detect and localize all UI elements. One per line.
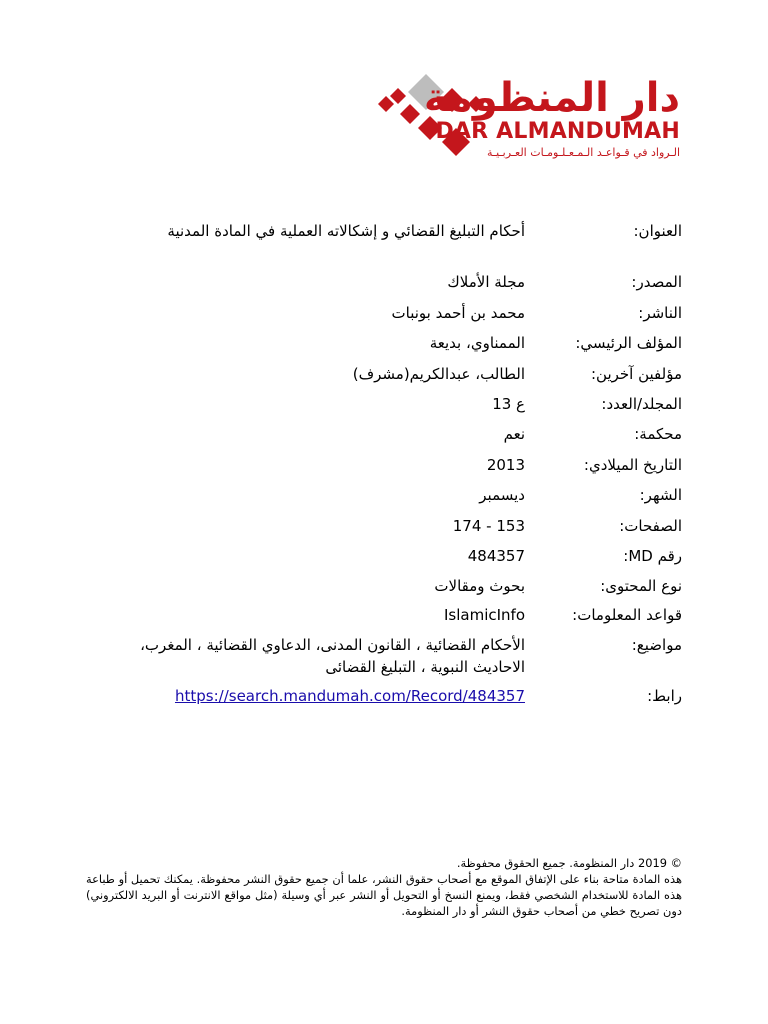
field-label: المؤلف الرئيسي: [575,334,682,352]
field-label: نوع المحتوى: [600,577,682,595]
field-value: 2013 [486,456,525,474]
field-value: محمد بن أحمد بونبات [391,304,525,322]
brand-name-arabic: دار المنظومة [423,75,680,121]
field-label: الشهر: [639,486,682,504]
field-label: الصفحات: [619,517,682,535]
field-label: المجلد/العدد: [601,395,682,413]
field-value: مجلة الأملاك [447,273,525,291]
field-label: محكمة: [634,425,682,443]
copyright-footer [86,855,682,919]
field-label: رابط: [647,687,682,705]
brand-tagline: الـرواد في قـواعـد الـمـعـلـومـات العـربـيـة [487,146,680,159]
field-value: 153 - 174 [452,517,525,535]
field-value: الطالب، عبدالكريم(مشرف) [352,365,525,383]
field-value: 484357 [467,547,525,565]
field-label: مؤلفين آخرين: [590,365,682,383]
field-value: الممناوي، بديعة [429,334,525,352]
field-value: الأحكام القضائية ، القانون المدنى، الدعاوي القضائية ، المغرب، الاحاديث النبوية ، التبليغ القضائى [140,636,525,676]
copyright-line: © 2019 دار المنظومة. جميع الحقوق محفوظة. [456,856,682,870]
field-value: نعم [503,425,525,443]
brand-name-english: DAR ALMANDUMAH [435,119,680,144]
field-label: التاريخ الميلادي: [583,456,682,474]
field-value: ع 13 [492,395,525,413]
copyright-notice: هذه المادة متاحة بناء على الإتفاق الموقع مع أصحاب حقوق النشر، علما أن جميع حقوق النشر محفوظة. يمكنك تحميل أو طباعة هذه المادة للاستخدام الشخصي فقط، ويمنع النسخ أو التحويل أو النشر عبر أي وسيلة (مثل مواقع الانترنت أو البريد الالكتروني) دون تصريح خطي من أصحاب حقوق النشر أو دار المنظومة. [86,872,682,918]
field-label: رقم MD: [623,547,682,565]
record-link[interactable]: https://search.mandumah.com/Record/484357 [174,687,525,705]
field-label: المصدر: [631,273,682,291]
field-value: IslamicInfo [443,606,525,624]
field-value [140,685,525,707]
field-value: بحوث ومقالات [434,577,525,595]
field-label: مواضيع: [631,636,682,654]
field-label: قواعد المعلومات: [572,606,682,624]
field-label: الناشر: [638,304,682,322]
field-value: أحكام التبليغ القضائي و إشكالاته العملية في المادة المدنية [167,222,525,240]
field-label: العنوان: [633,222,682,240]
field-value: ديسمبر [479,486,525,504]
